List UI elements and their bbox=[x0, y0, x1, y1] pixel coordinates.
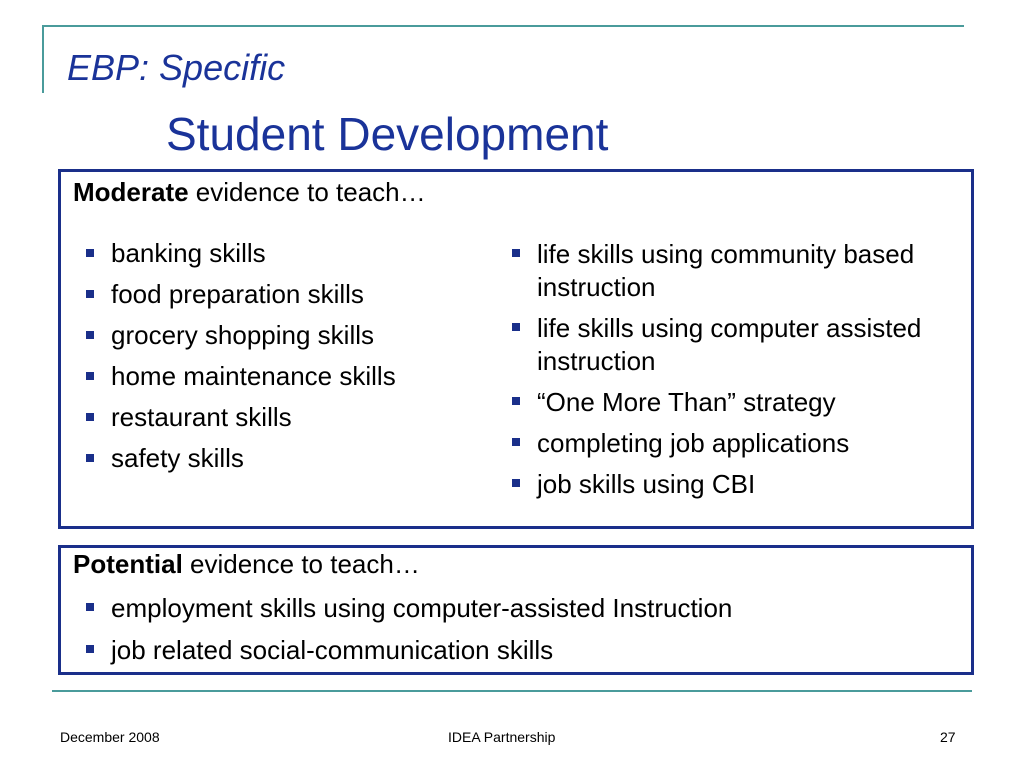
list-item bbox=[499, 468, 967, 501]
list-item-text: home maintenance skills bbox=[111, 361, 396, 391]
list-item bbox=[499, 427, 967, 460]
bullet-square-icon bbox=[86, 603, 94, 611]
bullet-square-icon bbox=[86, 372, 94, 380]
bullet-square-icon bbox=[512, 479, 520, 487]
bullet-square-icon bbox=[86, 413, 94, 421]
list-item-text: restaurant skills bbox=[111, 402, 292, 432]
list-item bbox=[73, 634, 732, 666]
list-item-text: banking skills bbox=[111, 238, 266, 268]
list-item-text: “One More Than” strategy bbox=[537, 387, 836, 417]
slide-title: EBP: Specific bbox=[67, 47, 286, 88]
list-item bbox=[499, 386, 967, 419]
potential-evidence-box bbox=[58, 545, 974, 675]
bullet-square-icon bbox=[86, 331, 94, 339]
potential-heading-bold: Potential bbox=[73, 549, 183, 579]
footer-organization: IDEA Partnership bbox=[448, 729, 556, 745]
list-item bbox=[499, 312, 967, 378]
list-item bbox=[73, 443, 396, 474]
list-item-text: job related social-communication skills bbox=[111, 635, 554, 665]
moderate-heading-bold: Moderate bbox=[73, 177, 189, 207]
list-item-text: life skills using community based instruction bbox=[537, 239, 915, 302]
moderate-right-list bbox=[499, 238, 967, 509]
list-item-text: food preparation skills bbox=[111, 279, 364, 309]
bullet-square-icon bbox=[512, 397, 520, 405]
bullet-square-icon bbox=[86, 290, 94, 298]
list-item-text: safety skills bbox=[111, 443, 244, 473]
list-item bbox=[499, 238, 967, 304]
bullet-square-icon bbox=[512, 323, 520, 331]
list-item-text: employment skills using computer-assisted Instruction bbox=[111, 593, 733, 623]
potential-heading bbox=[73, 550, 420, 580]
bottom-accent-line bbox=[52, 690, 972, 692]
list-item bbox=[73, 361, 396, 392]
list-item bbox=[73, 279, 396, 310]
list-item bbox=[73, 592, 732, 624]
list-item bbox=[73, 238, 396, 269]
bullet-square-icon bbox=[512, 438, 520, 446]
moderate-left-list bbox=[73, 238, 396, 484]
footer-page-number: 27 bbox=[940, 729, 956, 745]
list-item bbox=[73, 320, 396, 351]
bullet-square-icon bbox=[86, 249, 94, 257]
moderate-evidence-box bbox=[58, 169, 974, 529]
top-accent-line bbox=[42, 25, 964, 27]
potential-list bbox=[73, 592, 732, 676]
list-item-text: job skills using CBI bbox=[537, 469, 756, 499]
bullet-square-icon bbox=[86, 645, 94, 653]
slide-subtitle: Student Development bbox=[166, 108, 609, 160]
left-accent-line bbox=[42, 25, 44, 93]
bullet-square-icon bbox=[86, 454, 94, 462]
potential-heading-rest: evidence to teach… bbox=[182, 549, 420, 579]
list-item bbox=[73, 402, 396, 433]
moderate-heading-rest: evidence to teach… bbox=[188, 177, 426, 207]
list-item-text: completing job applications bbox=[537, 428, 850, 458]
list-item-text: grocery shopping skills bbox=[111, 320, 375, 350]
footer-date: December 2008 bbox=[60, 729, 160, 745]
bullet-square-icon bbox=[512, 249, 520, 257]
moderate-heading bbox=[73, 178, 426, 208]
list-item-text: life skills using computer assisted instruction bbox=[537, 313, 922, 376]
